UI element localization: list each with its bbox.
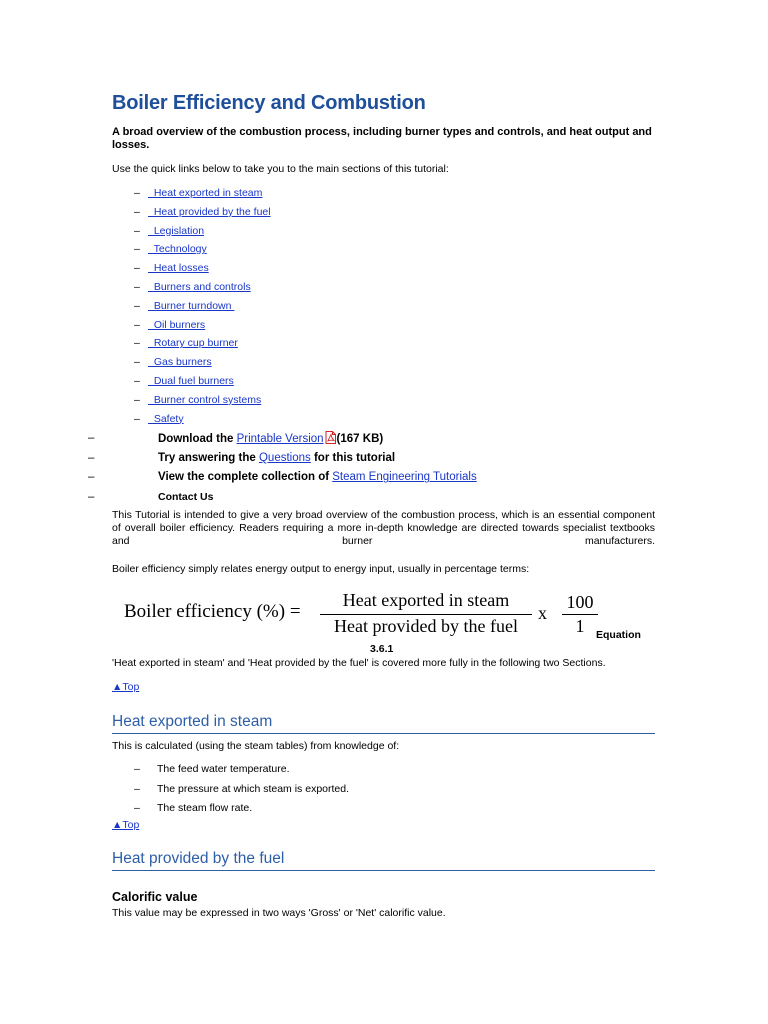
file-size: (167 KB)	[336, 433, 384, 445]
link-technology[interactable]: Technology	[148, 243, 207, 256]
equation-numerator-100: 100	[566, 592, 594, 612]
equation-number: 3.6.1	[370, 643, 394, 655]
dash-bullet: –	[88, 491, 95, 504]
equation-denominator-1: 1	[575, 616, 585, 636]
equation-denominator: Heat provided by the fuel	[334, 616, 518, 636]
heading-heat-provided: Heat provided by the fuel	[112, 850, 655, 871]
link-oil-burners[interactable]: Oil burners	[148, 318, 206, 331]
dash-bullet: –	[134, 356, 140, 369]
dash-bullet: –	[134, 782, 140, 795]
bullet-text: The pressure at which steam is exported.	[157, 782, 350, 795]
dash-bullet: –	[134, 393, 140, 406]
dash-bullet: –	[88, 451, 95, 464]
back-to-top-link[interactable]: ▲Top	[112, 819, 140, 831]
contact-us[interactable]: Contact Us	[158, 491, 214, 504]
link-heat-losses[interactable]: Heat losses	[148, 262, 209, 275]
dash-bullet: –	[134, 337, 140, 350]
calorific-value-text: This value may be expressed in two ways 'Gross' or 'Net' calorific value.	[112, 907, 446, 919]
equation-label-text: Boiler efficiency (%) =	[124, 601, 301, 622]
collection-line	[158, 470, 477, 485]
dash-bullet: –	[134, 318, 140, 331]
dash-bullet: –	[88, 471, 95, 484]
multiply-sign: x	[538, 603, 547, 623]
dash-bullet: –	[134, 205, 140, 218]
try-suffix: for this tutorial	[310, 451, 396, 464]
top-link-2	[112, 819, 139, 831]
equation-numerator: Heat exported in steam	[342, 590, 510, 610]
page-title: Boiler Efficiency and Combustion	[112, 92, 426, 114]
back-to-top-link[interactable]: ▲Top	[112, 681, 140, 693]
dash-bullet: –	[134, 224, 140, 237]
download-prefix: Download the	[158, 433, 237, 445]
questions-link[interactable]: Questions	[258, 451, 311, 464]
equation-caption: Equation	[596, 629, 641, 641]
link-gas-burners[interactable]: Gas burners	[148, 356, 212, 369]
calorific-value-heading: Calorific value	[112, 890, 198, 904]
link-legislation[interactable]: Legislation	[148, 224, 205, 237]
dash-bullet: –	[134, 280, 140, 293]
questions-line	[158, 451, 395, 466]
pdf-icon[interactable]	[325, 431, 336, 444]
link-burners-controls[interactable]: Burners and controls	[148, 280, 251, 293]
printable-version-link[interactable]: Printable Version	[236, 433, 324, 445]
dash-bullet: –	[134, 262, 140, 275]
heat-exported-intro: This is calculated (using the steam tables) from knowledge of:	[112, 740, 400, 752]
link-burner-control-systems[interactable]: Burner control systems	[148, 393, 262, 406]
link-heat-exported[interactable]: Heat exported in steam	[148, 187, 263, 199]
heading-heat-exported: Heat exported in steam	[112, 713, 655, 734]
bullet-text: The feed water temperature.	[157, 763, 290, 775]
dash-bullet: –	[134, 243, 140, 256]
dash-bullet: –	[134, 412, 140, 425]
link-dual-fuel-burners[interactable]: Dual fuel burners	[148, 374, 234, 387]
efficiency-paragraph: Boiler efficiency simply relates energy output to energy input, usually in percentage terms:	[112, 563, 530, 575]
dash-bullet: –	[134, 763, 140, 775]
bullet-text: The steam flow rate.	[157, 802, 253, 814]
download-line	[158, 431, 383, 447]
link-rotary-cup-burner[interactable]: Rotary cup burner	[148, 337, 238, 350]
efficiency-equation	[124, 589, 664, 649]
dash-bullet: –	[134, 802, 140, 814]
sections-note: 'Heat exported in steam' and 'Heat provided by the fuel' is covered more fully in the following two Sections.	[112, 657, 606, 669]
link-burner-turndown[interactable]: Burner turndown	[148, 299, 235, 312]
view-prefix: View the complete collection of	[158, 471, 333, 484]
try-prefix: Try answering the	[158, 451, 259, 464]
dash-bullet: –	[134, 187, 140, 199]
link-heat-provided[interactable]: Heat provided by the fuel	[148, 205, 271, 218]
page-subtitle: A broad overview of the combustion process, including burner types and controls, and heat output and losses.	[112, 126, 652, 151]
quick-links-intro: Use the quick links below to take you to the main sections of this tutorial:	[112, 163, 449, 175]
dash-bullet: –	[134, 299, 140, 312]
dash-bullet: –	[88, 432, 95, 444]
steam-tutorials-link[interactable]: Steam Engineering Tutorials	[332, 471, 477, 484]
tutorial-intro-paragraph: This Tutorial is intended to give a very broad overview of the combustion process, which is an essential component of overall boiler efficiency. Readers requiring a more in-depth knowledge are directed towards specialist textbooks and burner manufacturers.	[112, 509, 655, 547]
link-safety[interactable]: Safety	[148, 412, 184, 425]
top-link-1	[112, 681, 139, 693]
dash-bullet: –	[134, 374, 140, 387]
